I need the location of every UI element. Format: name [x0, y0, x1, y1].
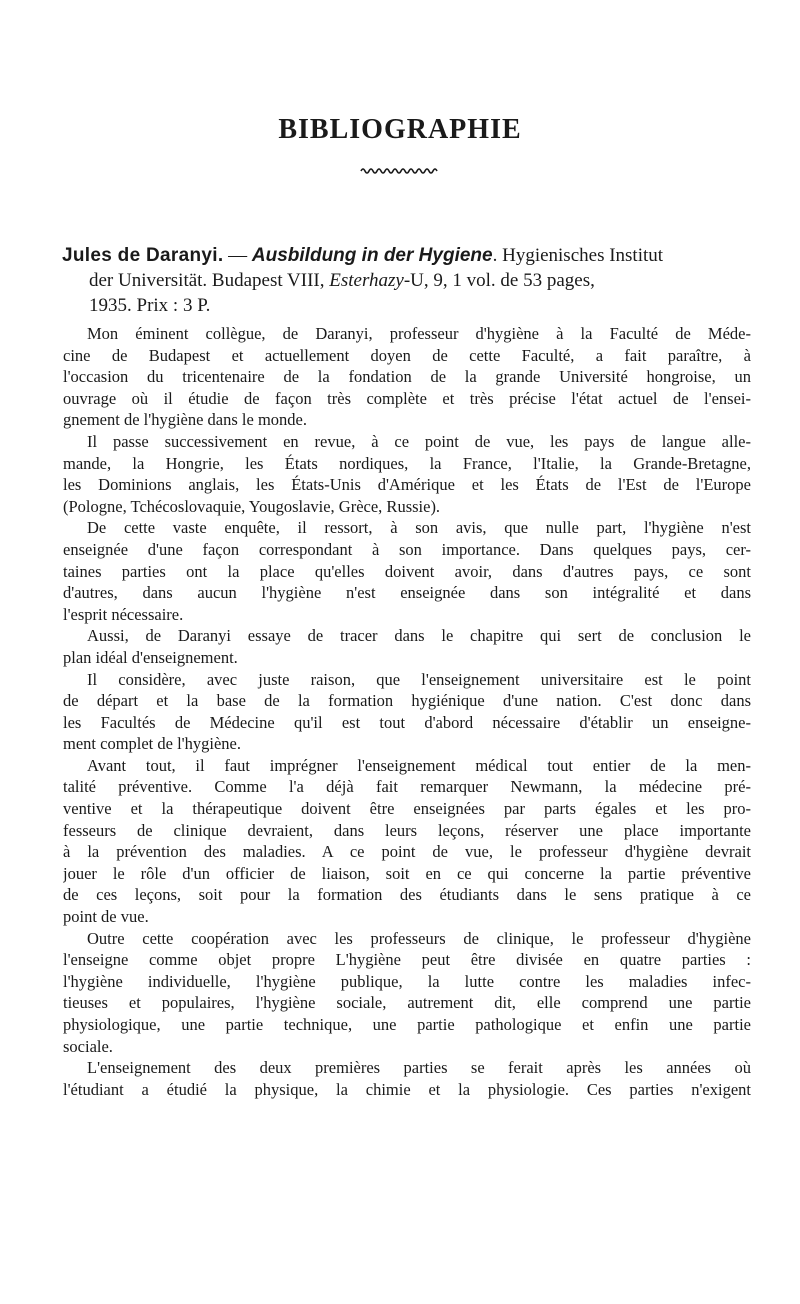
- text-line: à la prévention des maladies. A ce point de vue, le professeur d'hygiène devrait: [63, 842, 751, 862]
- paragraph: [63, 517, 751, 625]
- text-line: point de vue.: [63, 907, 149, 927]
- text-line: Outre cette coopération avec les professeurs de clinique, le professeur d'hygiène: [87, 928, 751, 948]
- text-line: jouer le rôle d'un officier de liaison, soit en ce qui concerne la partie préventive: [63, 863, 751, 883]
- entry-book-title: Ausbildung in der Hygiene: [251, 245, 493, 266]
- text-line: Mon éminent collègue, de Daranyi, professeur d'hygiène à la Faculté de Méde-: [87, 324, 751, 343]
- paragraph: [63, 669, 751, 755]
- entry-dash: —: [223, 245, 252, 266]
- text-line: d'autres, dans aucun l'hygiène n'est enseignée dans son intégralité et dans: [63, 583, 751, 603]
- text-line: l'esprit nécessaire.: [63, 604, 184, 624]
- text-line: ventive et la thérapeutique doivent être enseignées par parts égales et les pro-: [63, 799, 751, 819]
- text-line: les Dominions anglais, les États-Unis d'Amérique et les États de l'Est de l'Europe: [63, 475, 751, 495]
- text-line: l'occasion du tricentenaire de la fondation de la grande Université hongroise, un: [63, 367, 751, 387]
- entry-street-name: Esterhazy: [329, 270, 404, 291]
- entry-publisher-part-1: . Hygienisches Institut: [492, 245, 664, 266]
- text-line: Il passe successivement en revue, à ce point de vue, les pays de langue alle-: [87, 431, 751, 451]
- paragraph: [63, 1057, 751, 1100]
- entry-publisher-part-3: -U, 9, 1 vol. de 53 pages,: [403, 270, 595, 291]
- text-line: l'hygiène individuelle, l'hygiène publique, la lutte contre les maladies infec-: [63, 971, 751, 991]
- text-line: ment complet de l'hygiène.: [63, 734, 242, 754]
- text-line: plan idéal d'enseignement.: [63, 647, 238, 667]
- text-line: mande, la Hongrie, les États nordiques, la France, l'Italie, la Grande-Bretagne,: [63, 453, 751, 473]
- bibliography-entry-heading: [62, 243, 762, 318]
- paragraph: [63, 323, 751, 431]
- text-line: tieuses et populaires, l'hygiène sociale, autrement dit, elle comprend une partie: [63, 993, 751, 1013]
- text-line: (Pologne, Tchécoslovaquie, Yougoslavie, Grèce, Russie).: [63, 496, 441, 516]
- text-line: Avant tout, il faut imprégner l'enseignement médical tout entier de la men-: [87, 755, 751, 775]
- paragraph: [63, 928, 751, 1058]
- text-line: gnement de l'hygiène dans le monde.: [63, 410, 307, 430]
- title-ornament: [360, 166, 438, 176]
- text-line: fesseurs de clinique devraient, dans leurs leçons, réserver une place importante: [63, 820, 751, 840]
- paragraph: [63, 625, 751, 668]
- text-line: les Facultés de Médecine qu'il est tout d'abord nécessaire d'établir un enseigne-: [63, 712, 751, 732]
- text-line: de ces leçons, soit pour la formation des étudiants dans le sens pratique à ce: [63, 885, 751, 905]
- entry-publisher-part-2: der Universität. Budapest VIII,: [89, 270, 330, 291]
- entry-author: Jules de Daranyi.: [62, 245, 224, 266]
- text-line: Il considère, avec juste raison, que l'enseignement universitaire est le point: [87, 669, 751, 689]
- text-line: physiologique, une partie technique, une partie pathologique et enfin une partie: [63, 1015, 751, 1034]
- text-line: De cette vaste enquête, il ressort, à son avis, que nulle part, l'hygiène n'est: [87, 518, 751, 538]
- text-line: taines parties ont la place qu'elles doivent avoir, dans d'autres pays, ce sont: [63, 561, 751, 581]
- text-line: ouvrage où il étudie de façon très complète et très précise l'état actuel de l'ensei-: [63, 388, 751, 408]
- text-line: Aussi, de Daranyi essaye de tracer dans le chapitre qui sert de conclusion le: [87, 626, 751, 646]
- text-line: L'enseignement des deux premières parties se ferait après les années où: [87, 1058, 751, 1078]
- text-line: l'enseigne comme objet propre L'hygiène peut être divisée en quatre parties :: [63, 950, 751, 970]
- entry-heading-line-3: 1935. Prix : 3 P.: [89, 295, 211, 316]
- text-line: de départ et la base de la formation hygiénique d'une nation. C'est donc dans: [63, 691, 751, 711]
- page-title: BIBLIOGRAPHIE: [278, 114, 522, 145]
- text-line: cine de Budapest et actuellement doyen de cette Faculté, a fait paraître, à: [63, 345, 751, 365]
- entry-heading-line-1: [62, 243, 762, 268]
- entry-heading-line-2: [62, 268, 762, 293]
- text-line: enseignée d'une façon correspondant à son importance. Dans quelques pays, cer-: [63, 539, 751, 559]
- paragraph: [63, 431, 751, 517]
- text-line: sociale.: [63, 1036, 113, 1056]
- review-body: [63, 323, 751, 1100]
- text-line: l'étudiant a étudié la physique, la chimie et la physiologie. Ces parties n'exigent: [63, 1079, 751, 1099]
- paragraph: [63, 755, 751, 928]
- text-line: talité préventive. Comme l'a déjà fait remarquer Newmann, la médecine pré-: [63, 777, 751, 797]
